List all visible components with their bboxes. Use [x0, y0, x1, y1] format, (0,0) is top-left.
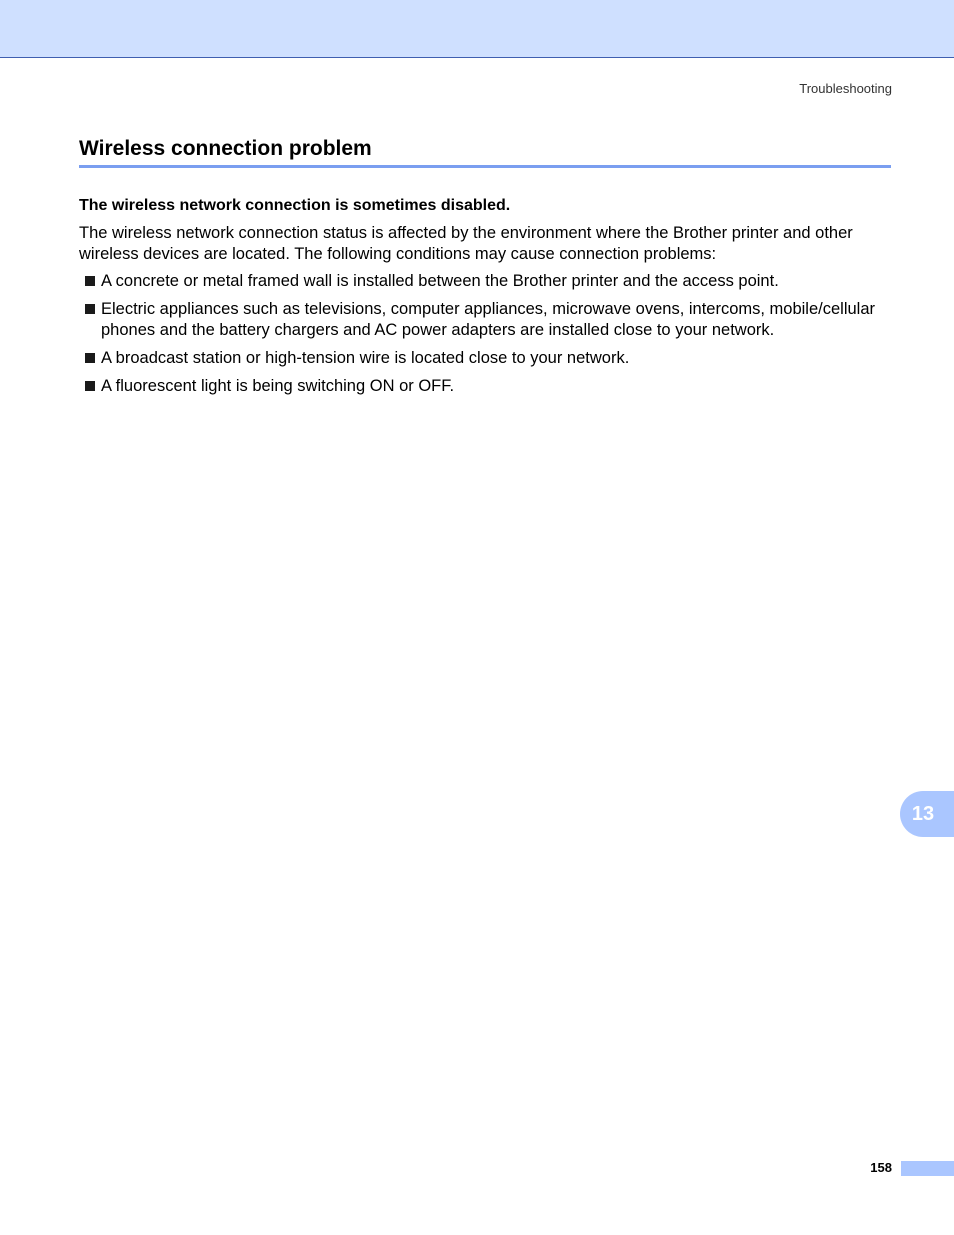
- footer-accent-bar: [901, 1161, 954, 1176]
- page-number: 158: [870, 1160, 892, 1175]
- intro-paragraph: The wireless network connection status is affected by the environment where the Brother printer and other wireless devices are located. The following conditions may cause connection problems:: [79, 224, 853, 263]
- square-bullet-icon: [85, 353, 95, 363]
- section-title: Wireless connection problem: [79, 136, 891, 168]
- top-header-band: [0, 0, 954, 58]
- running-header: Troubleshooting: [799, 81, 892, 96]
- square-bullet-icon: [85, 276, 95, 286]
- conditions-list: [79, 271, 891, 404]
- list-item: [79, 348, 891, 369]
- square-bullet-icon: [85, 304, 95, 314]
- list-item: [79, 376, 891, 397]
- list-item-text: A fluorescent light is being switching ON or OFF.: [101, 376, 455, 395]
- list-item-text: A broadcast station or high-tension wire is located close to your network.: [101, 348, 630, 367]
- list-item: [79, 271, 891, 292]
- square-bullet-icon: [85, 381, 95, 391]
- list-item: [79, 299, 891, 340]
- chapter-number: 13: [911, 802, 935, 825]
- list-item-text: Electric appliances such as televisions, computer appliances, microwave ovens, intercoms, mobile/cellular phones and the battery chargers and AC power adapters are installed close to your network.: [101, 300, 876, 339]
- list-item-text: A concrete or metal framed wall is installed between the Brother printer and the access point.: [101, 272, 779, 290]
- chapter-tab: [900, 791, 954, 837]
- subheading: The wireless network connection is sometimes disabled.: [79, 197, 511, 214]
